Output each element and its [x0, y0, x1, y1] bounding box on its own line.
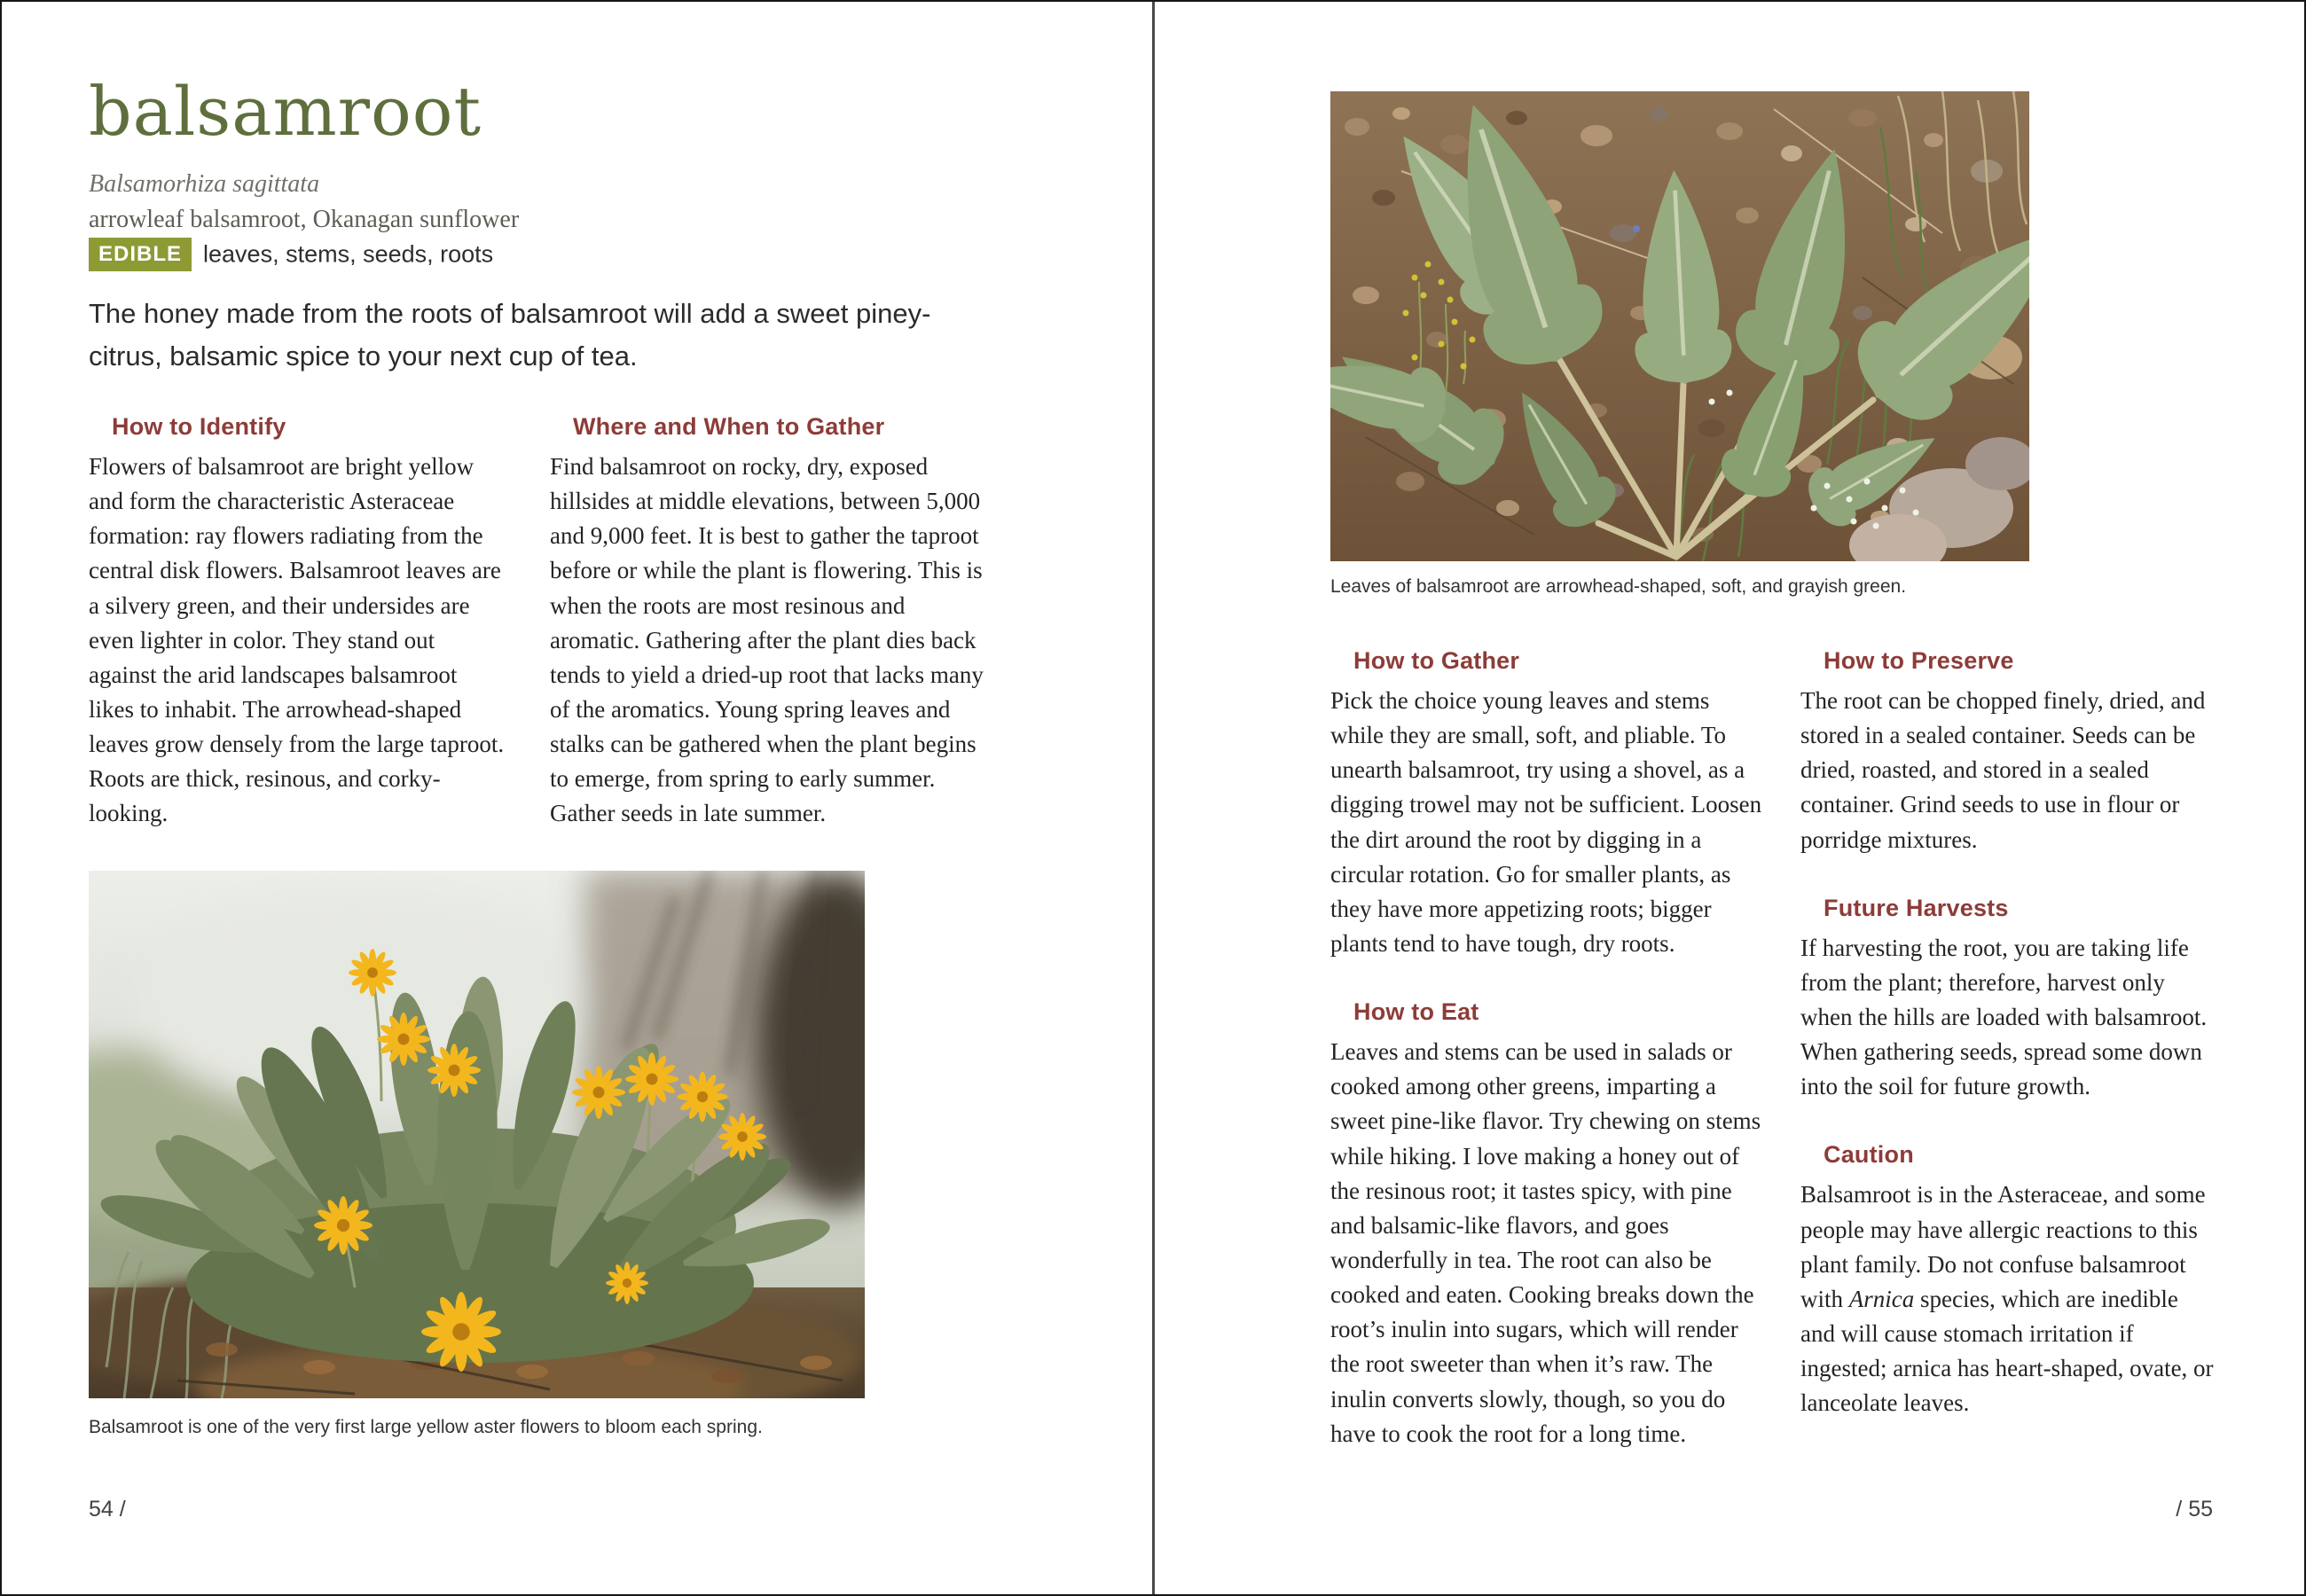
caution-text-post: species, which are inedible and will cause stomach irritation if ingested; arnica has heart-shaped, ovate, or lanceolate leaves. [1800, 1285, 2214, 1417]
edible-row [89, 238, 493, 271]
caution-text-pre: Balsamroot is in the Asteraceae, and some people may have allergic reactions to this plant family. Do not confuse balsamroot with [1800, 1181, 2206, 1312]
left-photo [89, 871, 865, 1398]
section-body-where-when: Find balsamroot on rocky, dry, exposed hillsides at middle elevations, between 5,000 and 9,000 feet. It is best to gather the taproot before or while the plant is flowering. This is when the roots are most resinous and aromatic. Gathering after the plant dies back tends to yield a dried-up root that lacks many of the aromatics. Young spring leaves and stalks can be gathered when the plant begins to emerge, from spring to early summer. Gather seeds in late summer. [550, 453, 984, 827]
column-identify [89, 413, 506, 832]
section-heading-future: Future Harvests [1824, 894, 2009, 921]
section-body-gather: Pick the choice young leaves and stems while they are small, soft, and pliable. To unearth balsamroot, try using a shovel, as a digging trowel may not be sufficient. Loosen the dirt around the root by digging in a circular rotation. Go for smaller plants, as they have more appetizing roots; bigger plants tend to have tough, dry roots. [1330, 687, 1762, 957]
left-photo-caption: Balsamroot is one of the very first large yellow aster flowers to bloom each spring. [89, 1417, 763, 1437]
right-photo [1330, 91, 2029, 561]
section-body-future: If harvesting the root, you are taking life from the plant; therefore, harvest only when the hills are loaded with balsamroot. When gathering seeds, spread some down into the soil for future growth. [1800, 934, 2208, 1100]
column-preserve-future-caution [1800, 647, 2217, 1451]
right-page-columns [1330, 647, 2217, 1451]
section-heading-caution: Caution [1824, 1141, 1914, 1169]
section-body-identify: Flowers of balsamroot are bright yellow and form the characteristic Asteraceae formation: ray flowers radiating from the central disk flowers. Balsamroot leaves are a silvery green, and their undersides are even lighter in color. They stand out against the arid landscapes balsamroot likes to inhabit. The arrowhead-shaped leaves grow densely from the large taproot. Roots are thick, resinous, and corky-looking. [89, 453, 505, 827]
gutter-divider [1152, 0, 1155, 1596]
section-heading-gather: How to Gather [1353, 647, 1520, 674]
section-heading-preserve: How to Preserve [1824, 647, 2014, 674]
right-photo-caption: Leaves of balsamroot are arrowhead-shaped, soft, and grayish green. [1330, 576, 1907, 597]
section-future-harvests [1800, 895, 2217, 1105]
section-caution [1800, 1141, 2217, 1420]
column-gather-eat [1330, 647, 1765, 1451]
section-heading-eat: How to Eat [1353, 998, 1479, 1026]
right-page [1153, 0, 2306, 1596]
page-number-right: / 55 [2176, 1497, 2213, 1522]
section-heading-where-when: Where and When to Gather [573, 413, 885, 440]
page-title: balsamroot [89, 72, 482, 151]
section-body-eat: Leaves and stems can be used in salads or cooked among other greens, imparting a sweet pine-like flavor. Try chewing on stems while hiking. I love making a honey out of the resinous root; it tastes spicy, with pine and balsamic-like flavors, and goes wonderfully in tea. The root can also be cooked and eaten. Cooking breaks down the root’s inulin into sugars, which will render the root sweeter than when it’s raw. The inulin converts slowly, though, so you do have to cook the root for a long time. [1330, 1038, 1761, 1447]
section-how-to-preserve [1800, 647, 2217, 857]
section-body-preserve: The root can be chopped finely, dried, and stored in a sealed container. Seeds can be dried, roasted, and stored in a sealed container. Grind seeds to use in flour or porridge mixtures. [1800, 687, 2206, 853]
caution-text-italic: Arnica [1848, 1285, 1915, 1312]
section-where-when-gather [550, 413, 989, 832]
page-number-left: 54 / [89, 1497, 126, 1522]
left-page-columns [89, 413, 989, 832]
section-body-caution [1800, 1177, 2217, 1420]
intro-text: The honey made from the roots of balsamroot will add a sweet piney-citrus, balsamic spice to your next cup of tea. [89, 298, 931, 372]
section-heading-identify: How to Identify [112, 413, 286, 440]
edible-badge: EDIBLE [89, 238, 192, 271]
common-names: arrowleaf balsamroot, Okanagan sunflower [89, 206, 520, 233]
scientific-name: Balsamorhiza sagittata [89, 170, 320, 198]
section-how-to-gather [1330, 647, 1765, 961]
edible-parts: leaves, stems, seeds, roots [203, 240, 494, 268]
section-how-to-identify [89, 413, 506, 832]
column-where-when [550, 413, 989, 832]
section-how-to-eat [1330, 998, 1765, 1451]
